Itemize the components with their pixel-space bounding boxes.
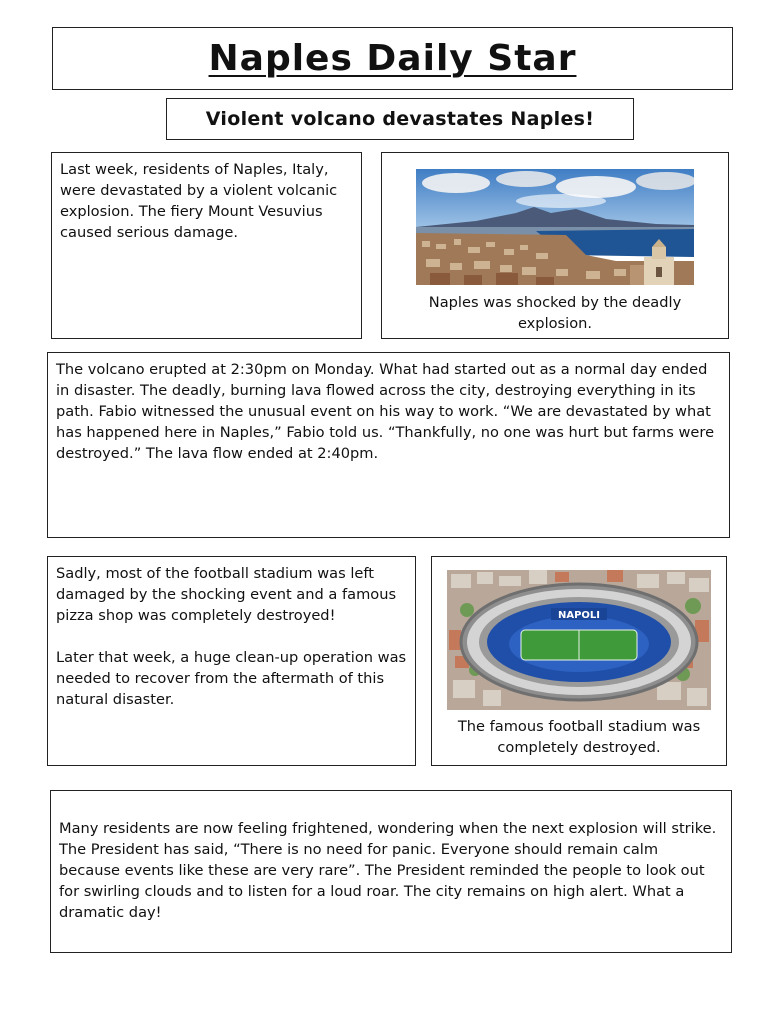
stadium-paragraph-2: Later that week, a huge clean-up operation was needed to recover from the aftermath of this natural disaster. xyxy=(56,649,407,708)
eruption-paragraph-box xyxy=(47,352,730,538)
stadium-paragraph-box xyxy=(47,556,416,766)
stadium-photo xyxy=(447,570,711,710)
stadium-image-box xyxy=(431,556,727,766)
stadium-caption: The famous football stadium was completely destroyed. xyxy=(457,718,701,756)
eruption-paragraph: The volcano erupted at 2:30pm on Monday. What had started out as a normal day ended in disaster. The deadly, burning lava flowed across the city, destroying everything in its path. Fabio witnessed the unusual event on his way to work. “We are devastated by what has happened here in Naples,” Fabio told us. “Thankfully, no one was hurt but farms were destroyed.” The lava flow ended at 2:40pm. xyxy=(56,361,715,462)
naples-caption: Naples was shocked by the deadly explosion. xyxy=(428,294,682,332)
intro-paragraph-box xyxy=(51,152,362,339)
headline-box xyxy=(166,98,634,140)
intro-paragraph: Last week, residents of Naples, Italy, were devastated by a violent volcanic explosion. The fiery Mount Vesuvius caused serious damage. xyxy=(60,161,338,241)
stadium-sign: NAPOLI xyxy=(557,610,601,621)
stadium-text xyxy=(48,557,415,716)
naples-image-box xyxy=(381,152,729,339)
headline: Violent volcano devastates Naples! xyxy=(205,108,595,130)
naples-photo xyxy=(416,169,694,285)
closing-paragraph-box xyxy=(50,790,732,953)
newspaper-title: Naples Daily Star xyxy=(208,38,577,79)
closing-paragraph: Many residents are now feeling frightened, wondering when the next explosion will strike. The President has said, “There is no need for panic. Everyone should remain calm because events like these are very rare”. The President reminded the people to look out for swirling clouds and to listen for a loud roar. The city remains on high alert. What a dramatic day! xyxy=(59,820,717,921)
masthead xyxy=(52,27,733,90)
stadium-paragraph-1: Sadly, most of the football stadium was left damaged by the shocking event and a famous pizza shop was completely destroyed! xyxy=(56,565,397,624)
